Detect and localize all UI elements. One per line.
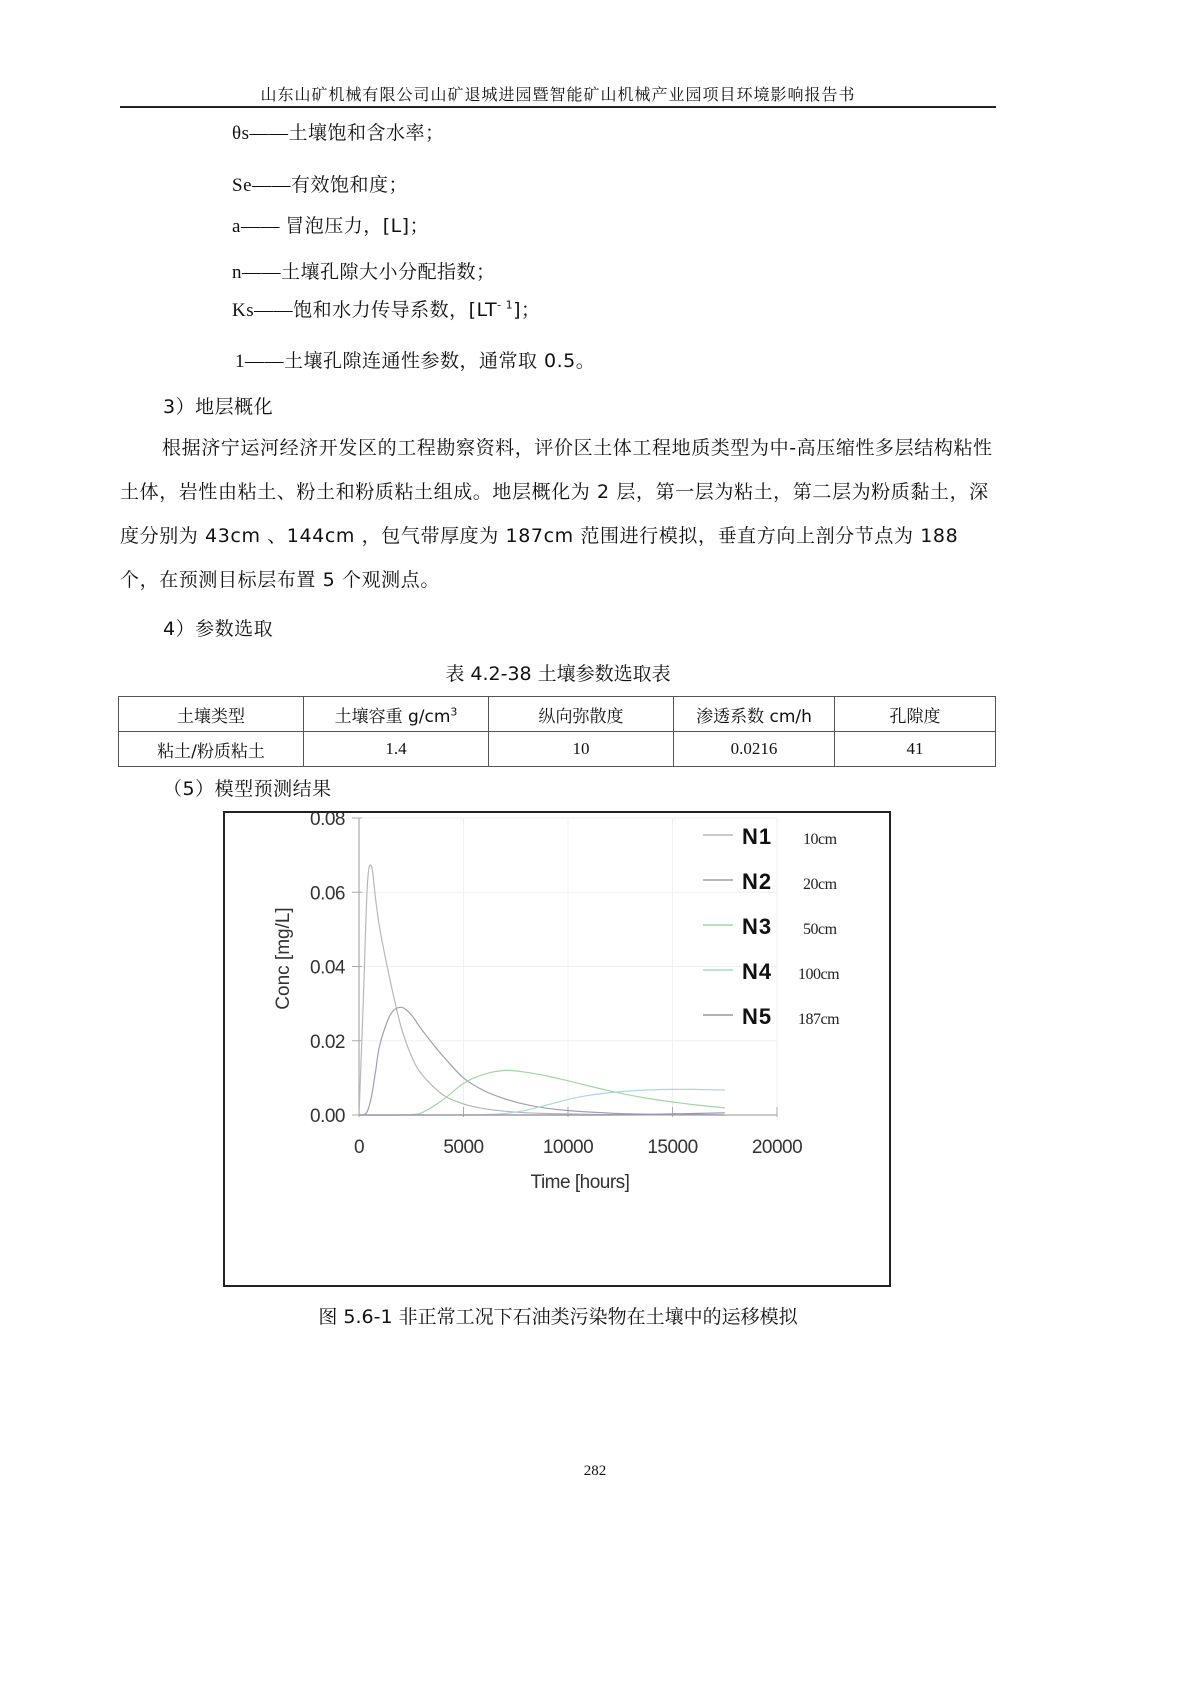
header-text: 土壤类型 [177, 706, 245, 727]
definition-text: 土壤孔隙连通性参数，通常取 0.5。 [284, 350, 596, 372]
header-sup: 3 [450, 704, 458, 718]
definition-se [232, 170, 408, 197]
y-tick-label: 0.00 [310, 1106, 345, 1127]
series-line-n3 [359, 1070, 725, 1115]
legend-label-n5: N5 [742, 1004, 773, 1029]
definition-symbol: 1 [235, 351, 245, 372]
definition-text: 冒泡压力，[L]； [285, 215, 430, 237]
legend-depth-n3: 50cm [803, 921, 837, 938]
header-text: 土壤容重 g/cm [334, 706, 451, 727]
figure-caption: 图 5.6-1 非正常工况下石油类污染物在土壤中的运移模拟 [318, 1306, 798, 1328]
definition-theta-s [232, 118, 445, 145]
legend-depth-n1: 10cm [803, 831, 837, 848]
header-text: 孔隙度 [889, 706, 941, 727]
legend-depth-n5: 187cm [798, 1011, 840, 1028]
section-heading-4: 4）参数选取 [163, 618, 274, 640]
table-header-cell [304, 697, 489, 732]
header-text: 渗透系数 cm/h [696, 706, 812, 727]
concentration-chart [225, 813, 889, 1285]
header-text: 纵向弥散度 [538, 706, 624, 727]
table-cell: 1.4 [304, 732, 489, 767]
x-tick-label: 20000 [751, 1137, 803, 1158]
y-tick-label: 0.06 [310, 883, 345, 905]
table-cell: 10 [489, 732, 674, 767]
x-tick-label: 5000 [443, 1137, 484, 1158]
series-line-n1 [359, 865, 725, 1115]
table-header-row [119, 697, 996, 732]
table-caption: 表 4.2-38 土壤参数选取表 [445, 663, 671, 685]
legend-label-n2: N2 [742, 869, 773, 894]
definition-text: 饱和水力传导系数，[LT [293, 299, 498, 321]
legend-label-n3: N3 [742, 914, 773, 939]
definition-symbol: n [232, 262, 242, 283]
chart-frame [223, 811, 891, 1287]
definition-sup: - 1 [497, 298, 514, 312]
table-header-cell [674, 697, 835, 732]
soil-parameter-table [118, 696, 996, 767]
definition-dash: —— [254, 300, 294, 321]
definition-text: 土壤饱和含水率； [288, 122, 445, 144]
page-number: 282 [583, 1463, 607, 1479]
chart-series [359, 865, 725, 1115]
y-tick-label: 0.08 [310, 813, 345, 830]
legend-label-n1: N1 [742, 824, 773, 849]
table-cell: 粘土/粉质粘土 [119, 732, 304, 767]
table-header-cell [119, 697, 304, 732]
legend-depth-n4: 100cm [798, 966, 840, 983]
definition-a [232, 211, 429, 238]
section-heading-5: （5）模型预测结果 [163, 778, 332, 800]
legend-label-n4: N4 [742, 959, 773, 984]
table-cell: 41 [835, 732, 996, 767]
x-tick-label: 10000 [542, 1137, 594, 1158]
header-rule [120, 106, 996, 108]
x-tick-label: 0 [353, 1137, 365, 1158]
definition-dash: —— [242, 262, 281, 283]
definition-text: 土壤孔隙大小分配指数； [281, 261, 496, 283]
definition-dash: —— [245, 351, 284, 372]
definition-symbol: Se [232, 175, 252, 196]
section-3-paragraph: 根据济宁运河经济开发区的工程勘察资料，评价区土体工程地质类型为中-高压缩性多层结构粘性土体，岩性由粘土、粉土和粉质粘土组成。地层概化为 2 层，第一层为粘土，第二层为粉质黏土，深度分别为 43cm 、144cm ，包气带厚度为 187cm 范围进行模拟，垂直方向上剖分节点为 188 个，在预测目标层布置 5 个观测点。 [120, 437, 993, 591]
legend-depth-n2: 20cm [803, 876, 837, 893]
y-tick-label: 0.02 [310, 1031, 345, 1053]
definition-tail: ]； [513, 299, 541, 321]
table-cell: 0.0216 [674, 732, 835, 767]
chart-ticks [310, 813, 802, 1158]
x-tick-label: 15000 [647, 1137, 698, 1158]
definition-dash: —— [240, 216, 286, 237]
y-tick-label: 0.04 [310, 957, 345, 979]
y-axis-label: Conc [mg/L] [273, 907, 294, 1010]
table-header-cell [489, 697, 674, 732]
definition-symbol: θs [232, 123, 250, 144]
definition-symbol: Ks [232, 300, 255, 321]
definition-l [235, 346, 595, 373]
definition-text: 有效饱和度； [291, 174, 409, 196]
table-row [119, 732, 996, 767]
definition-dash: —— [252, 175, 291, 196]
chart-legend [703, 824, 840, 1029]
section-heading-3: 3）地层概化 [163, 396, 274, 418]
definition-dash: —— [249, 123, 289, 144]
definition-ks [232, 295, 541, 322]
table-header-cell [835, 697, 996, 732]
page-header: 山东山矿机械有限公司山矿退城进园暨智能矿山机械产业园项目环境影响报告书 [260, 85, 856, 104]
definition-symbol: a [232, 216, 241, 237]
definition-n [232, 257, 496, 284]
x-axis-label: Time [hours] [530, 1172, 630, 1193]
chart-grid [359, 818, 777, 1115]
